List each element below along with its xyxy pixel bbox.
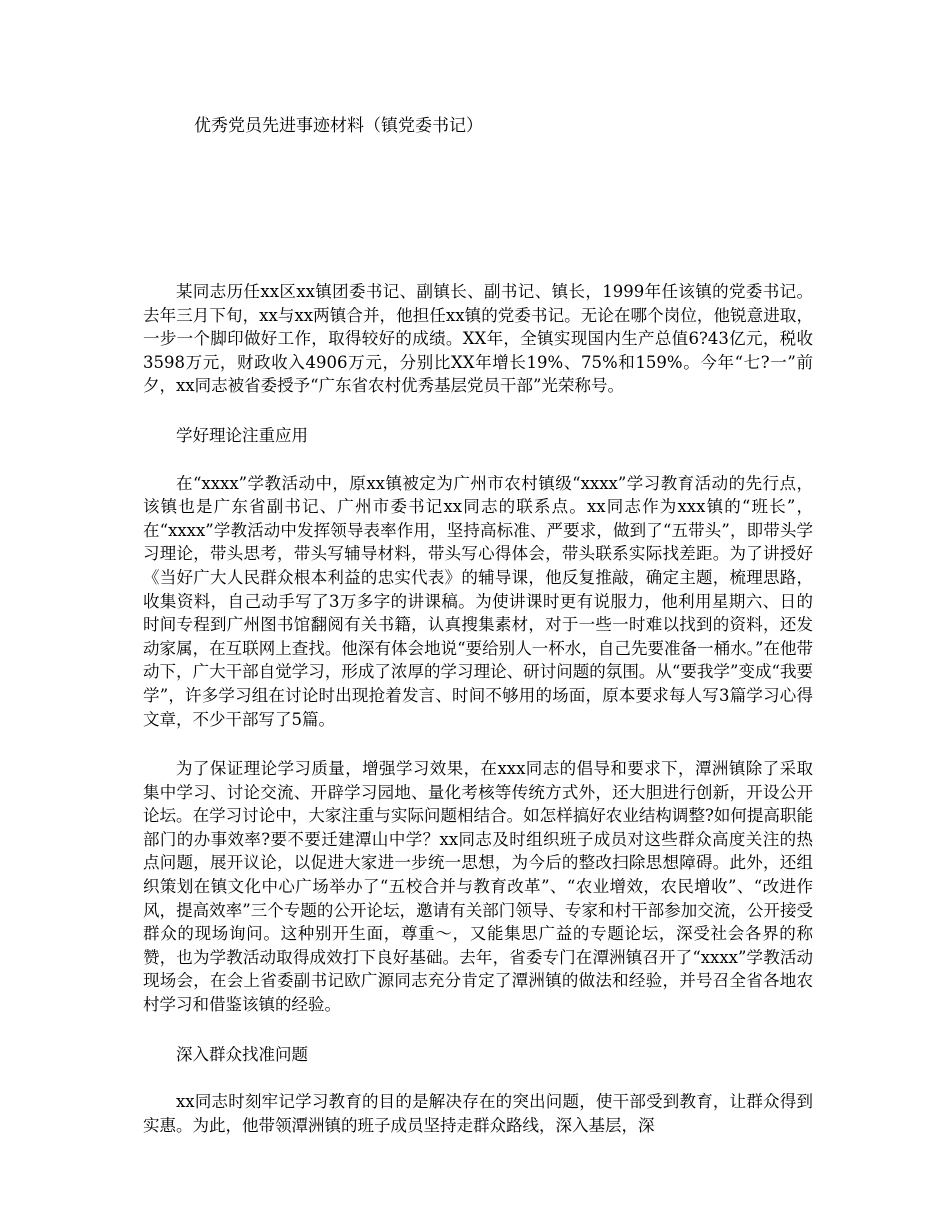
document-body <box>143 280 813 1163</box>
masses-paragraph-1: xx同志时刻牢记学习教育的目的是解决存在的突出问题，使干部受到教育，让群众得到实惠。为此，他带领潭洲镇的班子成员坚持走群众路线，深入基层，深 <box>143 1092 813 1135</box>
theory-paragraph-2: 为了保证理论学习质量，增强学习效果，在xxx同志的倡导和要求下，潭洲镇除了采取集中学习、讨论交流、开辟学习园地、量化考核等传统方式外，还大胆进行创新，开设公开论坛。在学习讨论中，大家注重与实际问题相结合。如怎样搞好农业结构调整?如何提高职能部门的办事效率?要不要迁建潭山中学？xx同志及时组织班子成员对这些群众高度关注的热点问题，展开议论，以促进大家进一步统一思想，为今后的整改扫除思想障碍。此外，还组织策划在镇文化中心广场举办了“五校合并与教育改革”、“农业增效，农民增收”、“改进作风，提高效率”三个专题的公开论坛，邀请有关部门领导、专家和村干部参加交流，公开接受群众的现场询问。这种别开生面，尊重～，又能集思广益的专题论坛，深受社会各界的称赞，也为学教活动取得成效打下良好基础。去年，省委专门在潭洲镇召开了“xxxx”学教活动现场会，在会上省委副书记欧广源同志充分肯定了潭洲镇的做法和经验，并号召全省各地农村学习和借鉴该镇的经验。 <box>143 759 813 1015</box>
section-heading-theory: 学好理论注重应用 <box>176 425 308 445</box>
section-heading-masses: 深入群众找准问题 <box>176 1044 308 1064</box>
theory-paragraph-1: 在“xxxx”学教活动中，原xx镇被定为广州市农村镇级“xxxx”学习教育活动的先行点，该镇也是广东省副书记、广州市委书记xx同志的联系点。xx同志作为xxx镇的“班长”，在“xxxx”学教活动中发挥领导表率作用，坚持高标准、严要求，做到了“五带头”，即带头学习理论，带头思考，带头写辅导材料，带头写心得体会，带头联系实际找差距。为了讲授好《当好广大人民群众根本利益的忠实代表》的辅导课，他反复推敲，确定主题，梳理思路，收集资料，自己动手写了3万多字的讲课稿。为使讲课时更有说服力，他利用星期六、日的时间专程到广州图书馆翻阅有关书籍，认真搜集素材，对于一些一时难以找到的资料，还发动家属，在互联网上查找。他深有体会地说“要给别人一杯水，自己先要准备一桶水。”在他带动下，广大干部自觉学习，形成了浓厚的学习理论、研讨问题的氛围。从“要我学”变成“我要学”，许多学习组在讨论时出现抢着发言、时间不够用的场面，原本要求每人写3篇学习心得文章，不少干部写了5篇。 <box>143 473 813 729</box>
document-title: 优秀党员先进事迹材料（镇党委书记） <box>194 116 483 136</box>
intro-paragraph: 某同志历任xx区xx镇团委书记、副镇长、副书记、镇长，1999年任该镇的党委书记。去年三月下旬，xx与xx两镇合并，他担任xx镇的党委书记。无论在哪个岗位，他锐意进取，一步一个脚印做好工作，取得较好的成绩。XX年，全镇实现国内生产总值6?43亿元，税收3598万元，财政收入4906万元，分别比XX年增长19%、75%和159%。今年“七?一”前夕，xx同志被省委授予“广东省农村优秀基层党员干部”光荣称号。 <box>143 282 813 396</box>
